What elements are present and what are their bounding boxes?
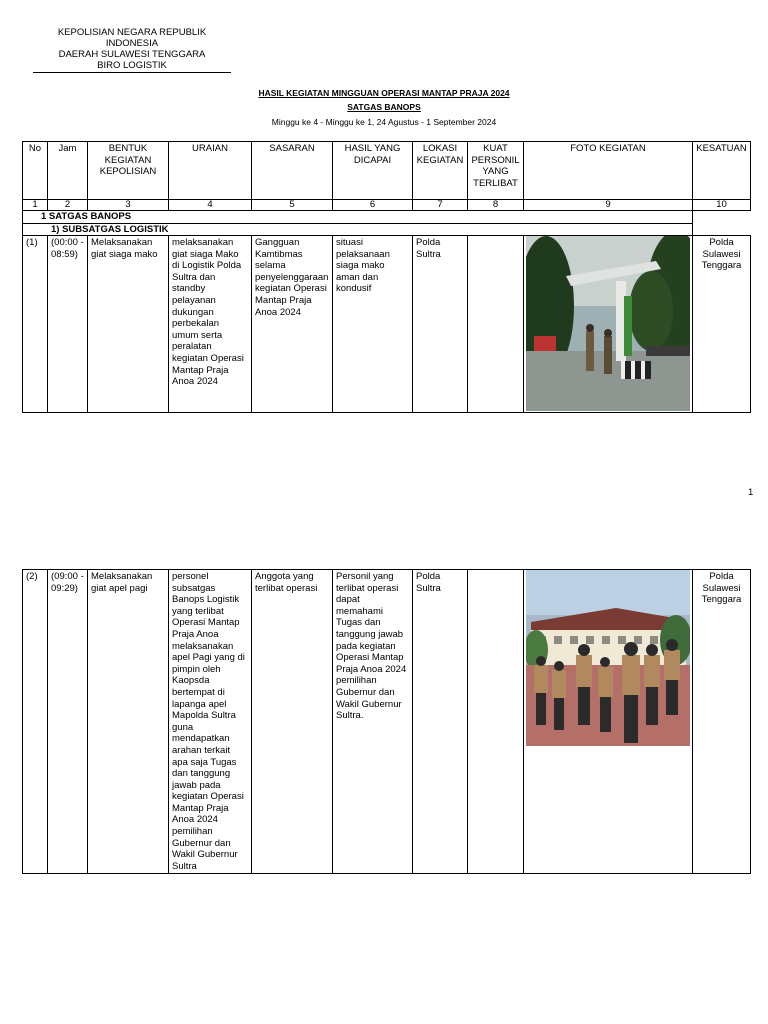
- row-lokasi: Polda Sultra: [413, 236, 468, 413]
- document-period: Minggu ke 4 - Minggu ke 1, 24 Agustus - 1 September 2024: [271, 117, 497, 127]
- row-sasaran: Gangguan Kamtibmas selama penyelenggaraan kegiatan Operasi Mantap Praja Anoa 2024: [252, 236, 333, 413]
- row-uraian: personel subsatgas Banops Logistik yang terlibat Operasi Mantap Praja Anoa melaksanakan apel Pagi yang di pimpin oleh Kaopsda bertempat di lapanga apel Mapolda Sultra guna mendapatkan arahan terkait apa saja Tugas dan tanggung jawab pada kegiatan Operasi Mantap Praja Anoa 2024 pemilihan Gubernur dan Wakil Gubernur Sultra: [169, 570, 252, 874]
- row-bentuk: Melaksanakan giat siaga mako: [88, 236, 169, 413]
- col-header-uraian: URAIAN: [169, 142, 252, 200]
- group-row-subsatgas: [23, 223, 751, 236]
- row-hasil: Personil yang terlibat operasi dapat memahami Tugas dan tanggung jawab pada kegiatan Operasi Mantap Praja Anoa 2024 pemilihan Gubernur dan Wakil Gubernur Sultra.: [333, 570, 413, 874]
- table-row: [23, 236, 751, 413]
- row-bentuk: Melaksanakan giat apel pagi: [88, 570, 169, 874]
- letterhead-line2: DAERAH SULAWESI TENGGARA: [58, 49, 206, 60]
- col-header-jam: Jam: [48, 142, 88, 200]
- row-no: (2): [23, 570, 48, 874]
- row-kesatuan: Polda Sulawesi Tenggara: [693, 236, 751, 413]
- row-foto: [524, 570, 693, 874]
- col-header-no: No: [23, 142, 48, 200]
- row-kuat: [468, 570, 524, 874]
- col-header-kuat: KUAT PERSONIL YANG TERLIBAT: [468, 142, 524, 200]
- activity-photo-1: [526, 236, 690, 411]
- group-label-subsatgas: 1) SUBSATGAS LOGISTIK: [23, 223, 693, 236]
- col-header-lokasi: LOKASI KEGIATAN: [413, 142, 468, 200]
- row-uraian: melaksanakan giat siaga Mako di Logistik Polda Sultra dan standby pelayanan dukungan perbekalan umum serta peralatan kegiatan Operasi Mantap Praja Anoa 2024: [169, 236, 252, 413]
- col-number: 6: [333, 200, 413, 211]
- letterhead-line1: KEPOLISIAN NEGARA REPUBLIK INDONESIA: [57, 27, 207, 49]
- row-jam: (09:00 - 09:29): [48, 570, 88, 874]
- document-title: HASIL KEGIATAN MINGGUAN OPERASI MANTAP PRAJA 2024: [258, 88, 510, 98]
- col-number: 9: [524, 200, 693, 211]
- col-header-sasaran: SASARAN: [252, 142, 333, 200]
- col-number: 4: [169, 200, 252, 211]
- activity-table: [22, 141, 751, 413]
- group-spacer: [693, 223, 751, 236]
- group-label-satgas: 1 SATGAS BANOPS: [23, 211, 693, 224]
- group-spacer: [693, 211, 751, 224]
- col-number: 7: [413, 200, 468, 211]
- row-no: (1): [23, 236, 48, 413]
- col-number: 8: [468, 200, 524, 211]
- col-number: 1: [23, 200, 48, 211]
- table-row: [23, 570, 751, 874]
- col-header-bentuk: BENTUK KEGIATAN KEPOLISIAN: [88, 142, 169, 200]
- row-foto: [524, 236, 693, 413]
- col-number: 5: [252, 200, 333, 211]
- col-header-hasil: HASIL YANG DICAPAI: [333, 142, 413, 200]
- col-number: 2: [48, 200, 88, 211]
- table-header-row: [23, 142, 751, 200]
- letterhead: [33, 27, 231, 73]
- row-lokasi: Polda Sultra: [413, 570, 468, 874]
- col-number: 10: [693, 200, 751, 211]
- col-number: 3: [88, 200, 169, 211]
- letterhead-rule: [33, 72, 231, 73]
- document-subtitle: SATGAS BANOPS: [347, 102, 421, 112]
- letterhead-line3: BIRO LOGISTIK: [97, 60, 167, 71]
- group-row-satgas: [23, 211, 751, 224]
- row-kuat: [468, 236, 524, 413]
- row-kesatuan: Polda Sulawesi Tenggara: [693, 570, 751, 874]
- page-number: 1: [748, 487, 754, 498]
- row-sasaran: Anggota yang terlibat operasi: [252, 570, 333, 874]
- activity-table-continued: [22, 569, 751, 874]
- column-number-row: [23, 200, 751, 211]
- row-jam: (00:00 - 08:59): [48, 236, 88, 413]
- activity-photo-2: [526, 570, 690, 746]
- row-hasil: situasi pelaksanaan siaga mako aman dan kondusif: [333, 236, 413, 413]
- col-header-kesatuan: KESATUAN: [693, 142, 751, 200]
- col-header-foto: FOTO KEGIATAN: [524, 142, 693, 200]
